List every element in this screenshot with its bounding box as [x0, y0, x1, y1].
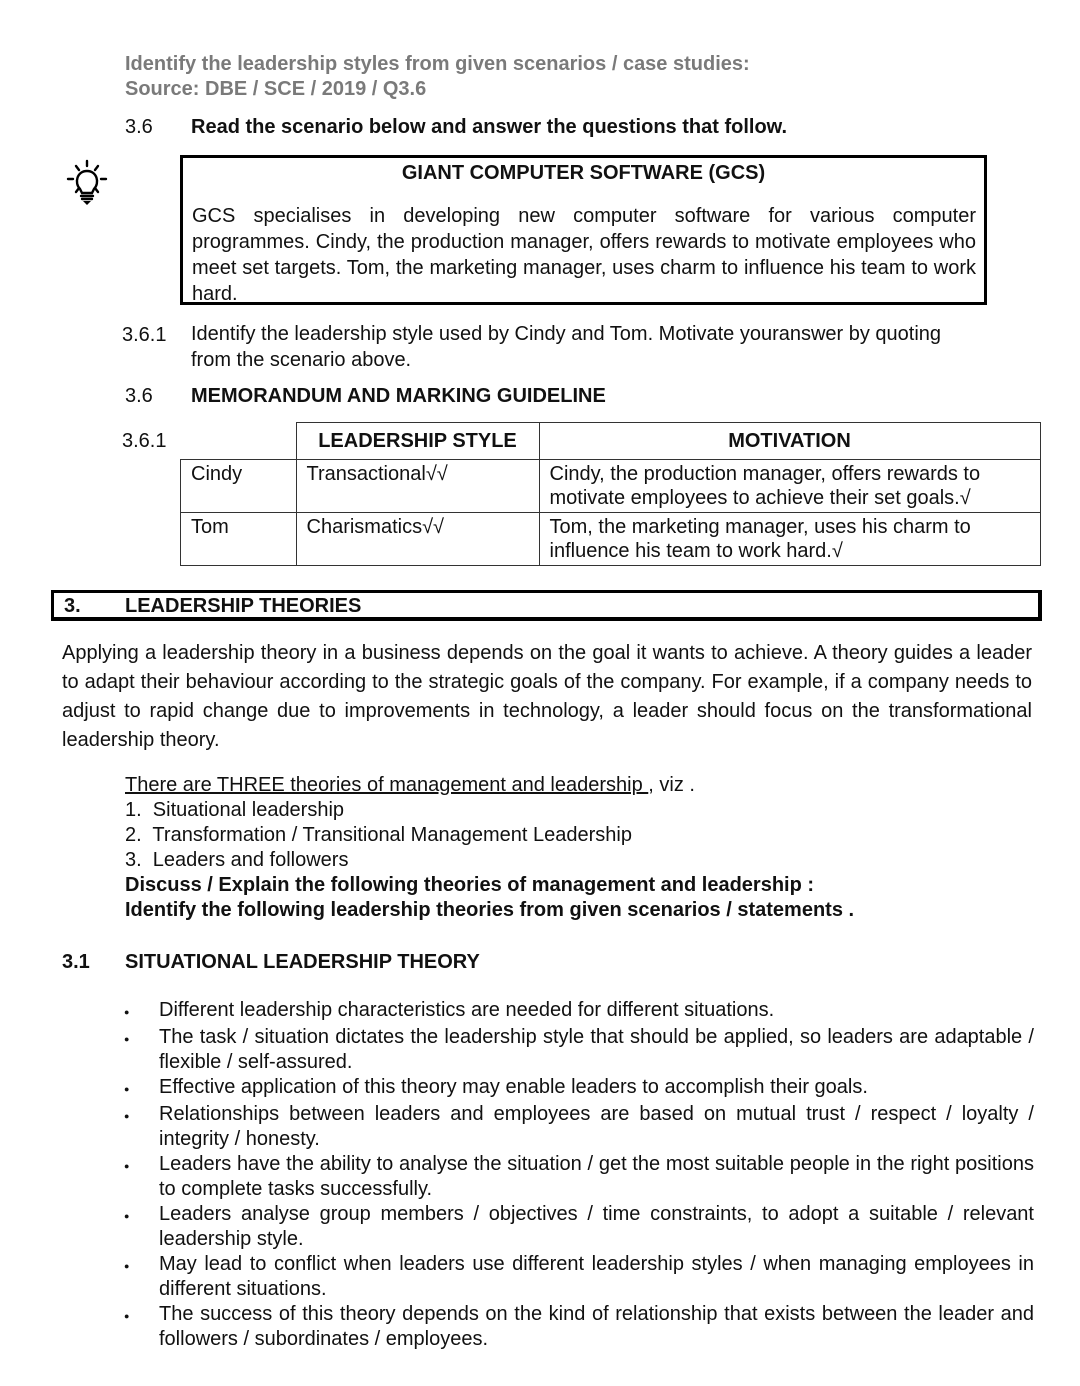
- question-instruction: Read the scenario below and answer the questions that follow.: [191, 116, 788, 138]
- source-header: [125, 52, 750, 102]
- scenario-title: GIANT COMPUTER SOFTWARE (GCS): [401, 162, 766, 184]
- list-item: ● Relationships between leaders and employees are based on mutual trust / respect / loyalty / integrity / honesty.: [124, 1103, 1034, 1150]
- section-heading-box: [51, 590, 1042, 621]
- row-style: Charismatics√√: [296, 513, 539, 566]
- sub-question-text: [191, 321, 941, 373]
- section-paragraph: Applying a leadership theory in a business depends on the goal it wants to achieve. A theory guides a leader to adapt their behaviour according to the strategic goals of the company. For example, if a company needs to adjust to rapid change due to improvements in technology, a leader should focus on the transformational leadership theory.: [62, 642, 1032, 751]
- section-number: 3.: [64, 595, 81, 617]
- list-item: ● Leaders analyse group members / objectives / time constraints, to adopt a suitable / relevant leadership style.: [124, 1203, 1034, 1250]
- theories-intro: [125, 773, 854, 798]
- row-motivation: [539, 460, 1040, 513]
- list-item: ● The task / situation dictates the leadership style that should be applied, so leaders are adaptable / flexible / self-assured.: [124, 1026, 1034, 1073]
- bullet-icon: ●: [124, 1311, 130, 1321]
- scenario-text: GCS specialises in developing new computer software for various computer programmes. Cindy, the production manager, offers rewards to motivate employees who meet set targets. Tom, the marketing manager, uses charm to influence his team to work hard.: [192, 205, 976, 305]
- theory-item: 2. Transformation / Transitional Management Leadership: [125, 824, 632, 846]
- table-header-motivation: MOTIVATION: [539, 423, 1040, 460]
- bullet-icon: ●: [124, 1161, 130, 1171]
- row-style: Transactional√√: [296, 460, 539, 513]
- list-item: ● May lead to conflict when leaders use different leadership styles / when managing employees in different situations.: [124, 1253, 1034, 1300]
- motivation-line-2: motivate employees to achieve their set goals.√: [549, 487, 971, 509]
- bullet-icon: ●: [124, 1111, 130, 1121]
- section-title: LEADERSHIP THEORIES: [125, 595, 362, 617]
- table-header-blank: [181, 423, 297, 460]
- sub-question-line-1: Identify the leadership style used by Cindy and Tom. Motivate youranswer by quoting: [191, 323, 942, 345]
- list-item: ● Leaders have the ability to analyse the situation / get the most suitable people in the right positions to complete tasks successfully.: [124, 1153, 1034, 1200]
- task-discuss: Discuss / Explain the following theories of management and leadership :: [125, 874, 815, 896]
- motivation-line-1: Tom, the marketing manager, uses his charm to: [549, 516, 971, 538]
- motivation-line-2: influence his team to work hard.√: [549, 540, 843, 562]
- list-item: ● The success of this theory depends on the kind of relationship that exists between the leader and followers / subordinates / employees.: [124, 1303, 1034, 1350]
- bullet-icon: ●: [124, 1007, 130, 1017]
- table-row: [181, 513, 1041, 566]
- row-name: Cindy: [181, 460, 297, 513]
- list-item: ● Effective application of this theory may enable leaders to accomplish their goals.: [122, 1075, 1034, 1102]
- memo-table: [180, 422, 1041, 566]
- task-identify: Identify the following leadership theories from given scenarios / statements .: [125, 899, 855, 921]
- theories-intro-tail: , viz .: [648, 774, 695, 796]
- header-line-1: Identify the leadership styles from given scenarios / case studies:: [125, 53, 750, 75]
- theories-intro-underlined: There are THREE theories of management and leadership: [125, 774, 649, 796]
- question-number: 3.6: [125, 116, 153, 138]
- header-line-2: Source: DBE / SCE / 2019 / Q3.6: [125, 78, 427, 100]
- table-header-style: LEADERSHIP STYLE: [296, 423, 539, 460]
- bullet-icon: ●: [124, 1084, 130, 1094]
- bullet-icon: ●: [124, 1261, 130, 1271]
- bullet-icon: ●: [124, 1211, 130, 1221]
- lightbulb-icon: [64, 158, 110, 208]
- row-motivation: [539, 513, 1040, 566]
- scenario-box: [180, 155, 987, 305]
- table-row: [181, 460, 1041, 513]
- sub-question-number: 3.6.1: [122, 324, 167, 346]
- theory-item: 1. Situational leadership: [125, 799, 345, 821]
- row-name: Tom: [181, 513, 297, 566]
- bullet-list: [122, 998, 1034, 1352]
- subsection-title: SITUATIONAL LEADERSHIP THEORY: [125, 951, 480, 973]
- list-item: ● Different leadership characteristics are needed for different situations.: [122, 998, 1034, 1025]
- sub-question-line-2: from the scenario above.: [191, 349, 412, 371]
- motivation-line-1: Cindy, the production manager, offers rewards to: [549, 463, 981, 485]
- memo-title: MEMORANDUM AND MARKING GUIDELINE: [191, 385, 606, 407]
- memo-number: 3.6: [125, 385, 153, 407]
- bullet-icon: ●: [124, 1034, 130, 1044]
- theory-item: 3. Leaders and followers: [125, 849, 349, 871]
- memo-sub-number: 3.6.1: [122, 430, 167, 452]
- table-header-row: [181, 423, 1041, 460]
- theories-list: [125, 773, 854, 923]
- subsection-number: 3.1: [62, 951, 90, 973]
